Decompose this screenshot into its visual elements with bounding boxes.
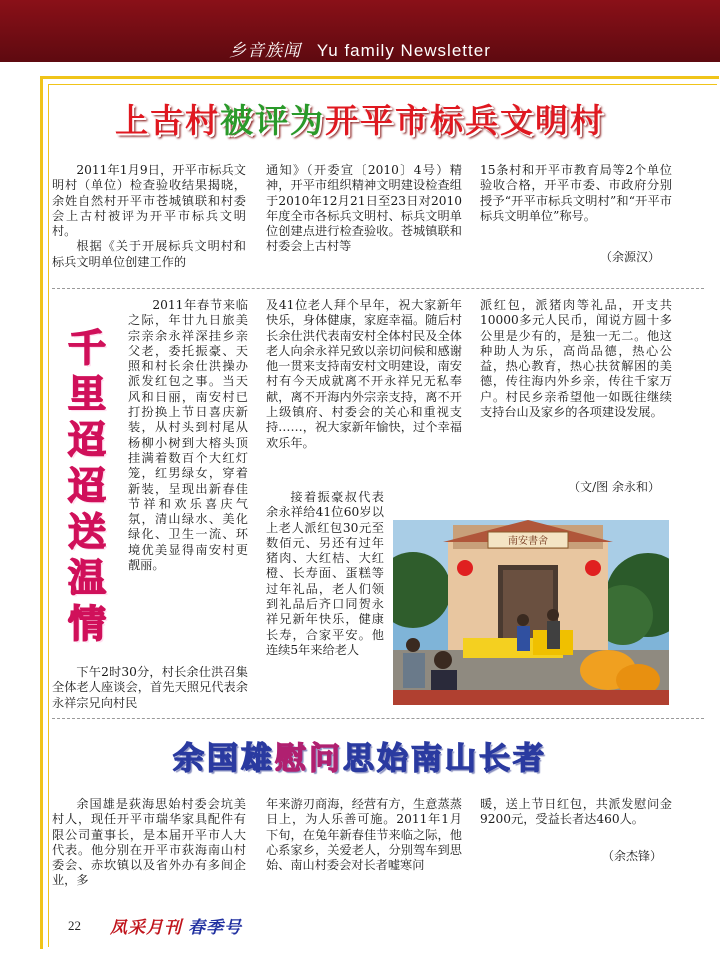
article3-col3: [480, 797, 672, 828]
title-part: 被评为: [220, 101, 325, 140]
article1-col1: [52, 163, 246, 270]
paragraph: 2011年春节来临之际，年廿九日旅美宗亲余永祥深挂乡亲父老，委托振豪、天照和村长余仕洪操办派发红包之事。当天风和日丽，南安村已打扮换上节日喜庆新装，从村头到村尾从杨柳小树到大榕头顶挂满着数百个大红灯笼，红男绿女，穿着新装，呈现出新春佳节祥和欢乐喜庆气氛，清山绿水、美化绿化、卫生一流、环境优美显得南安村更靓丽。: [128, 298, 248, 573]
title-char: 送: [67, 510, 106, 554]
title-part: 开平市标兵文明村: [325, 101, 605, 140]
paragraph: 根据《关于开展标兵文明村和标兵文明单位创建工作的: [52, 239, 246, 269]
article3-author: （余杰锋）: [601, 849, 662, 863]
title-part: 余国雄: [173, 741, 275, 777]
article1-title: [60, 95, 660, 142]
title-char: 里: [67, 372, 106, 416]
paragraph: 派红包，派猪肉等礼品，开支共10000多元人民币，闻说方圆十多公里是少有的，是独一无二。他这种助人为乐，高尚品德，热心公益，热心教育，热心扶贫解困的美德，传往海内外乡亲，传往千家万户。村民乡亲希望他一如既往继续支持台山及家乡的各项建设发展。: [480, 298, 672, 420]
paragraph: 接着振豪叔代表余永祥给41位60岁以上老人派红包30元至数佰元、另还有过年猪肉、大红桔、大红橙、长寿面、蛋糕等过年礼品，老人们领到礼品后齐口同贺永祥兄新年快乐，健康长寿，合家平安。他连续5年来给老人: [266, 490, 384, 657]
magazine-name: [110, 913, 242, 938]
paragraph: 下午2时30分，村长余仕洪召集全体老人座谈会，首先天照兄代表余永祥宗兄向村民: [52, 665, 248, 710]
paragraph: 及41位老人拜个早年，祝大家新年快乐，身体健康，家庭幸福。随后村长余仕洪代表南安村全体村民及全体老人向余永祥兄致以亲切问候和感谢他一贯来支持南安村文明建设，南安村有今天成就离不开永祥兄无私奉献，离不开海内外宗亲支持，离不开上级镇府、村委会的关心和重视支持……，祝大家新年愉快，过个幸福欢乐年。: [266, 298, 462, 450]
title-part: 上古村: [115, 101, 220, 140]
article3-col2: [266, 797, 462, 873]
title-char: 迢: [67, 418, 106, 462]
paragraph: 余国雄是荻海思始村委会坑美村人，现任开平市瑞华家具配件有限公司董事长，是本届开平市人大代表。他分别在开平市荻海南山村委会、赤坎镇以及省外办有多间企业，多: [52, 797, 246, 888]
newsletter-header: [0, 36, 720, 61]
paragraph: 15条村和开平市教育局等2个单位验收合格，开平市委、市政府分别授予“开平市标兵文明村”和“开平市标兵文明单位”称号。: [480, 163, 672, 223]
article1-col3: [480, 163, 672, 224]
article2-col1-bottom: [52, 665, 248, 711]
article2-col1-top: [128, 298, 248, 573]
paragraph: 暖，送上节日红包，共派发慰问金9200元，受益长者达460人。: [480, 797, 672, 827]
header-english: Yu family Newsletter: [316, 41, 491, 60]
article2-author: （文/图 余永和）: [568, 480, 660, 494]
title-char: 迢: [67, 464, 106, 508]
title-char: 温: [67, 556, 106, 600]
photo-illustration: [393, 520, 669, 705]
article2-col2-top: [266, 298, 462, 451]
article1-col2: [266, 163, 462, 255]
title-char: 情: [67, 602, 106, 646]
divider: [52, 288, 704, 289]
article2-photo: [393, 520, 669, 705]
article2-col2-bottom: [266, 490, 384, 658]
photo-sign-text: 南安書舍: [508, 536, 548, 547]
paragraph: 通知》（开委宣〔2010〕4号）精神，开平市组织精神文明建设检查组于2010年12月21日至23日对2010年度全市各标兵文明村、标兵文明单位创建点进行检查验收。苍城镇联和村委会上古村等: [266, 163, 462, 254]
page-number: 22: [68, 918, 81, 933]
divider: [52, 718, 704, 719]
issue-label: 春季号: [188, 918, 242, 938]
paragraph: 年来游刃商海，经营有方，生意蒸蒸日上，为人乐善可施。2011年1月下旬，在兔年新春佳节来临之际，他心系家乡，关爱老人，分别驾车到思始、南山村委会对长者嘘寒问: [266, 797, 462, 873]
paragraph: 2011年1月9日，开平市标兵文明村（单位）检查验收结果揭晓，余姓自然村开平市苍城镇联和村委会上古村被评为开平市标兵文明村。: [52, 163, 246, 239]
title-part: 慰问: [275, 741, 343, 777]
article1-author: （余源汉）: [599, 250, 660, 264]
header-chinese: 乡音族闻: [229, 41, 302, 60]
magazine-title: 凤采月刊: [110, 918, 182, 938]
article2-vertical-title: [62, 325, 112, 647]
article3-col1: [52, 797, 246, 889]
title-char: 千: [67, 326, 106, 370]
title-part: 思始南山长者: [343, 741, 547, 777]
article3-title: [60, 733, 660, 778]
article2-col3: [480, 298, 672, 420]
